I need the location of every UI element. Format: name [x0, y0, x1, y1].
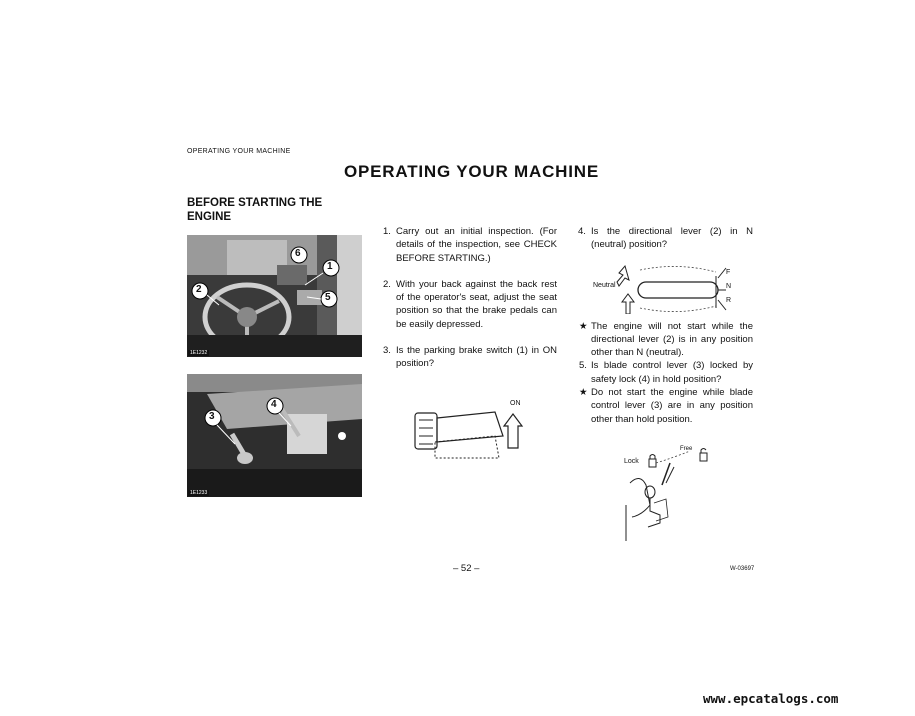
- list-item: [383, 344, 557, 371]
- figure-code: W-03697: [730, 566, 755, 572]
- page-number: – 52 –: [453, 563, 480, 574]
- page-title: OPERATING YOUR MACHINE: [344, 162, 599, 181]
- cockpit-photo: [187, 235, 362, 357]
- item-text: Is the parking brake switch (1) in ON position?: [396, 345, 557, 370]
- section-title: [187, 196, 347, 224]
- photo-code: 1E1233: [190, 490, 208, 496]
- note-item: [578, 386, 753, 426]
- item-number: 3.: [383, 345, 391, 357]
- callout-3: 3: [209, 411, 215, 422]
- running-header: OPERATING YOUR MACHINE: [187, 148, 291, 155]
- lock-label: Lock: [624, 458, 639, 465]
- directional-lever-figure: [578, 258, 753, 314]
- neutral-label: Neutral: [593, 281, 616, 289]
- blade-lever-photo: [187, 374, 362, 497]
- callout-1: 1: [327, 261, 333, 272]
- note-text: Do not start the engine while blade control lever (3) are in any position other than hold position.: [591, 387, 753, 425]
- safety-lock-figure: [620, 445, 730, 545]
- instructions-column-2: [578, 225, 753, 426]
- star-mark: ★: [579, 320, 588, 332]
- section-title-line1: BEFORE STARTING THE: [187, 197, 323, 209]
- item-number: 4.: [578, 226, 586, 237]
- item-number: 1.: [383, 226, 391, 237]
- callout-2: 2: [196, 284, 202, 295]
- free-label: Free: [680, 446, 693, 452]
- star-mark: ★: [579, 387, 588, 399]
- switch-drawing: [405, 398, 535, 468]
- note-text: The engine will not start while the directional lever (2) is in any position other than N (neutral).: [591, 320, 753, 359]
- list-item: [383, 225, 557, 265]
- blade-lever-photo-drawing: [187, 374, 362, 497]
- item-number: 2.: [383, 278, 391, 290]
- callout-6: 6: [295, 248, 301, 259]
- item-text: Is the directional lever (2) in N (neutral) position?: [591, 226, 753, 251]
- cockpit-photo-drawing: [187, 235, 362, 357]
- position-n-label: N: [726, 282, 732, 290]
- list-item: [578, 225, 753, 252]
- list-item: [578, 359, 753, 386]
- list-item: [383, 278, 557, 331]
- item-text: Is blade control lever (3) locked by safety lock (4) in hold position?: [591, 360, 753, 385]
- switch-on-label: ON: [510, 400, 521, 407]
- section-title-line2: ENGINE: [187, 211, 232, 223]
- position-f-label: F: [726, 268, 731, 276]
- callout-5: 5: [325, 292, 331, 303]
- callout-4: 4: [271, 399, 277, 410]
- item-number: 5.: [579, 360, 587, 372]
- position-r-label: R: [726, 296, 732, 304]
- instructions-column-1: [383, 225, 557, 384]
- item-text: Carry out an initial inspection. (For details of the inspection, see CHECK BEFORE STARTING.): [396, 226, 557, 264]
- photo-code: 1E1232: [190, 350, 208, 356]
- site-watermark: www.epcatalogs.com: [703, 691, 839, 706]
- item-text: With your back against the back rest of the operator's seat, adjust the seat position so that the brake pedals can be easily depressed.: [396, 278, 557, 330]
- note-item: [578, 320, 753, 360]
- parking-brake-switch-figure: [405, 398, 535, 468]
